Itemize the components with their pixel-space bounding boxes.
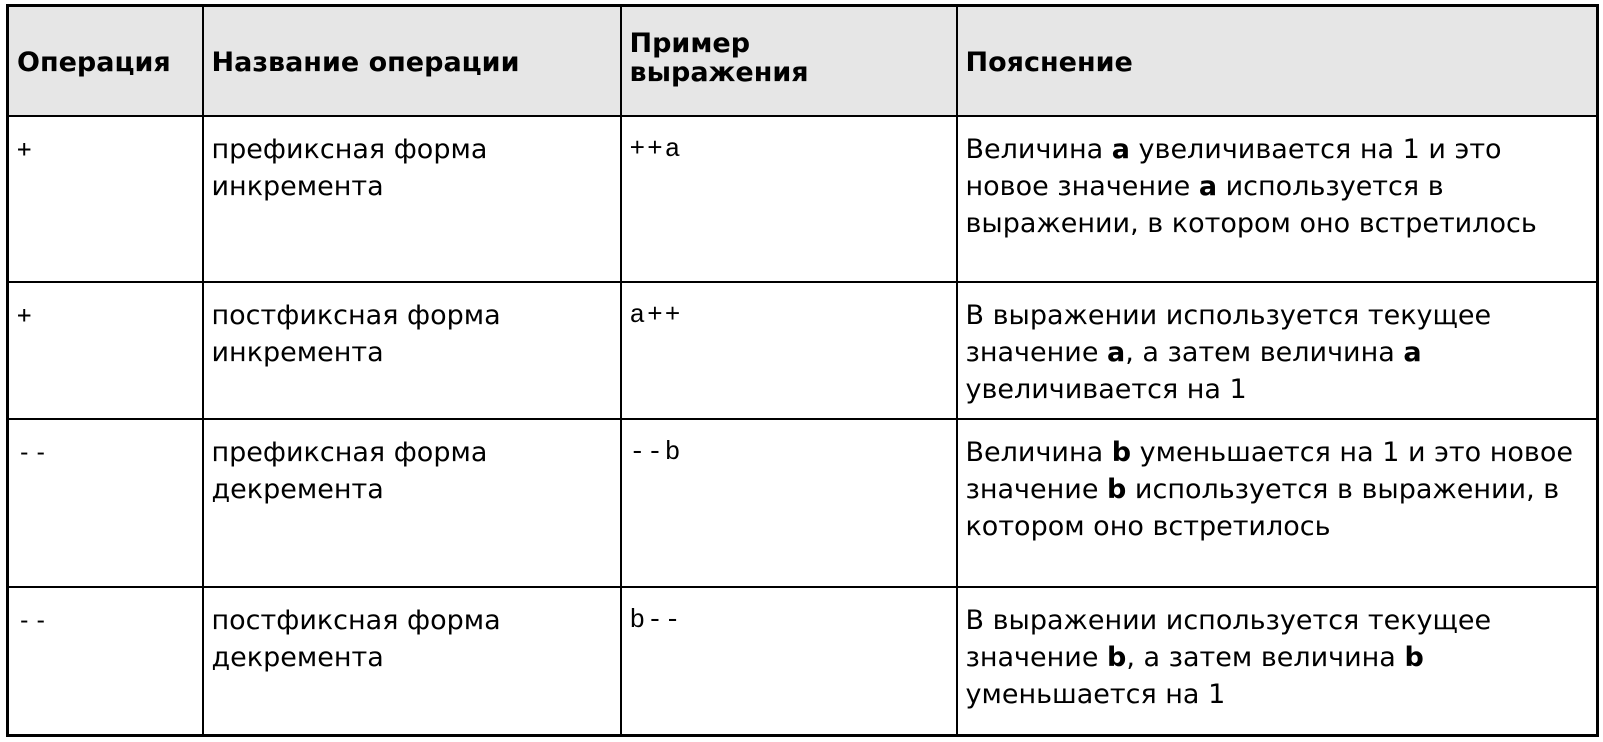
header-operation-name: Название операции bbox=[203, 6, 621, 116]
cell-operation-name bbox=[203, 282, 621, 419]
cell-name-line1: постфиксная форма bbox=[211, 604, 501, 636]
note-text: увеличивается на 1 и это новое значение bbox=[965, 133, 1502, 202]
note-text: Величина bbox=[965, 436, 1112, 468]
note-text: В выражении используется текущее значение bbox=[965, 299, 1492, 368]
cell-name-line1: постфиксная форма bbox=[211, 299, 501, 331]
cell-example: a++ bbox=[621, 282, 957, 419]
cell-operation-name bbox=[203, 419, 621, 587]
cell-name-line2: декремента bbox=[211, 473, 384, 505]
cell-example: b-- bbox=[621, 587, 957, 736]
cell-explanation bbox=[957, 587, 1598, 736]
note-text: используется в выражении, в котором оно встретилось bbox=[965, 473, 1560, 542]
note-variable: b bbox=[1107, 641, 1127, 673]
cell-operation: -- bbox=[8, 419, 203, 587]
header-operation: Операция bbox=[8, 6, 203, 116]
cell-name-line2: инкремента bbox=[211, 336, 384, 368]
note-variable: a bbox=[1403, 336, 1422, 368]
cell-explanation bbox=[957, 116, 1598, 282]
header-row bbox=[8, 6, 1598, 116]
cell-operation: -- bbox=[8, 587, 203, 736]
note-variable: b bbox=[1404, 641, 1424, 673]
note-text: В выражении используется текущее значение bbox=[965, 604, 1492, 673]
header-example-line1: Пример bbox=[629, 28, 751, 59]
cell-operation: + bbox=[8, 282, 203, 419]
cell-name-line1: префиксная форма bbox=[211, 436, 488, 468]
note-text: Величина bbox=[965, 133, 1112, 165]
cell-explanation bbox=[957, 282, 1598, 419]
table-row bbox=[8, 116, 1598, 282]
note-text: , а затем величина bbox=[1125, 336, 1404, 368]
note-text: увеличивается на 1 bbox=[965, 373, 1247, 405]
header-example bbox=[621, 6, 957, 116]
note-text: , а затем величина bbox=[1126, 641, 1405, 673]
table-row bbox=[8, 282, 1598, 419]
cell-name-line2: инкремента bbox=[211, 170, 384, 202]
cell-example: ++a bbox=[621, 116, 957, 282]
cell-operation-name bbox=[203, 116, 621, 282]
cell-example: --b bbox=[621, 419, 957, 587]
header-explanation: Пояснение bbox=[957, 6, 1598, 116]
header-example-line2: выражения bbox=[629, 57, 809, 88]
cell-name-line2: декремента bbox=[211, 641, 384, 673]
note-variable: a bbox=[1198, 170, 1218, 202]
table-row bbox=[8, 587, 1598, 736]
cell-operation-name bbox=[203, 587, 621, 736]
increment-decrement-table bbox=[6, 4, 1599, 737]
note-variable: b bbox=[1111, 436, 1132, 468]
note-text: используется в выражении, в котором оно встретилось bbox=[965, 170, 1537, 239]
note-text: уменьшается на 1 и это новое значение bbox=[965, 436, 1573, 505]
note-text: уменьшается на 1 bbox=[965, 678, 1226, 710]
table-row bbox=[8, 419, 1598, 587]
cell-operation: + bbox=[8, 116, 203, 282]
cell-name-line1: префиксная форма bbox=[211, 133, 488, 165]
operators-table-container bbox=[6, 4, 1596, 734]
note-variable: a bbox=[1107, 336, 1126, 368]
note-variable: b bbox=[1107, 473, 1127, 505]
note-variable: a bbox=[1111, 133, 1130, 165]
cell-explanation bbox=[957, 419, 1598, 587]
